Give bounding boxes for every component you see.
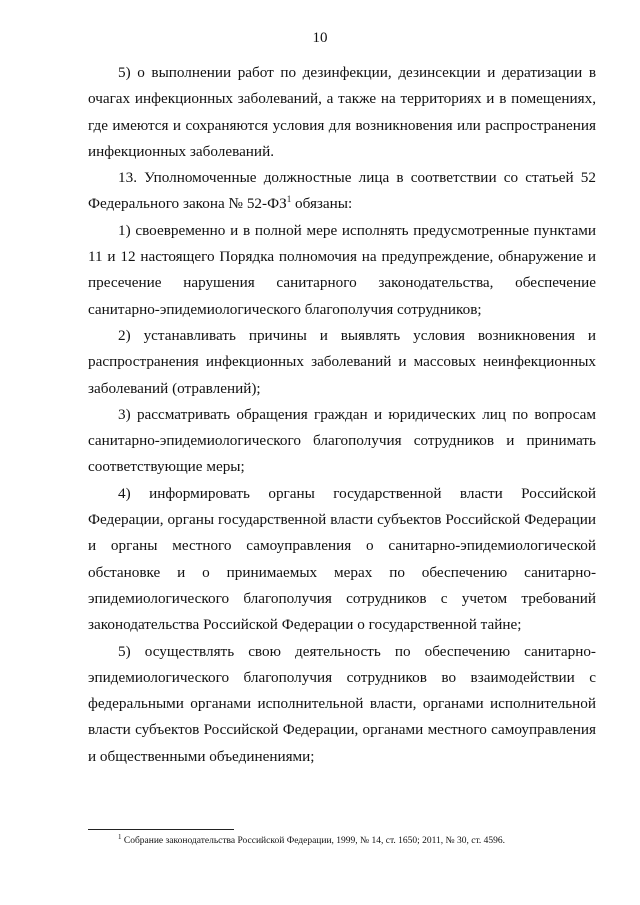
paragraph-1: 5) о выполнении работ по дезинфекции, дезинсекции и дератизации в очагах инфекционных заболеваний, а также на территориях и в помещениях, где имеются и сохраняются условия для возникновения или распространения инфекционных заболеваний.: [88, 64, 596, 160]
paragraph-2-tail: обязаны:: [291, 195, 353, 213]
paragraph-6: 4) информировать органы государственной власти Российской Федерации, органы государственной власти субъектов Российской Федерации и органы местного самоуправления о санитарно-эпидемиологической обстановке и о принимаемых мерах по обеспечению санитарно-эпидемиологического благополучия сотрудников с учетом требований законодательства Российской Федерации о государственной тайне;: [88, 484, 596, 634]
footnote: [118, 835, 588, 848]
paragraph-5: 3) рассматривать обращения граждан и юридических лиц по вопросам санитарно-эпидемиологического благополучия сотрудников и принимать соответствующие меры;: [88, 405, 596, 476]
footnote-divider: [88, 829, 234, 830]
document-body: [88, 60, 596, 770]
paragraph-3: 1) своевременно и в полной мере исполнять предусмотренные пунктами 11 и 12 настоящего Порядка полномочия на предупреждение, обнаружение и пресечение нарушения санитарного законодательства, обеспечение санитарно-эпидемиологического благополучия сотрудников;: [88, 221, 596, 318]
paragraph-4: 2) устанавливать причины и выявлять условия возникновения и распространения инфекционных заболеваний и массовых неинфекционных заболеваний (отравлений);: [88, 326, 596, 397]
footnote-text: Собрание законодательства Российской Федерации, 1999, № 14, ст. 1650; 2011, № 30, ст. 4596.: [121, 836, 506, 846]
footnote-reference: 1: [286, 194, 292, 205]
page-number: 10: [312, 30, 328, 46]
paragraph-7: 5) осуществлять свою деятельность по обеспечению санитарно-эпидемиологического благополучия сотрудников во взаимодействии с федеральными органами исполнительной власти, органами исполнительной власти субъектов Российской Федерации, органами местного самоуправления и общественными объединениями;: [88, 642, 596, 765]
footnote-marker: 1: [118, 833, 122, 841]
paragraph-2: [88, 165, 596, 218]
paragraph-2-text: 13. Уполномоченные должностные лица в соответствии со статьей 52 Федерального закона № 52-ФЗ: [88, 169, 596, 213]
